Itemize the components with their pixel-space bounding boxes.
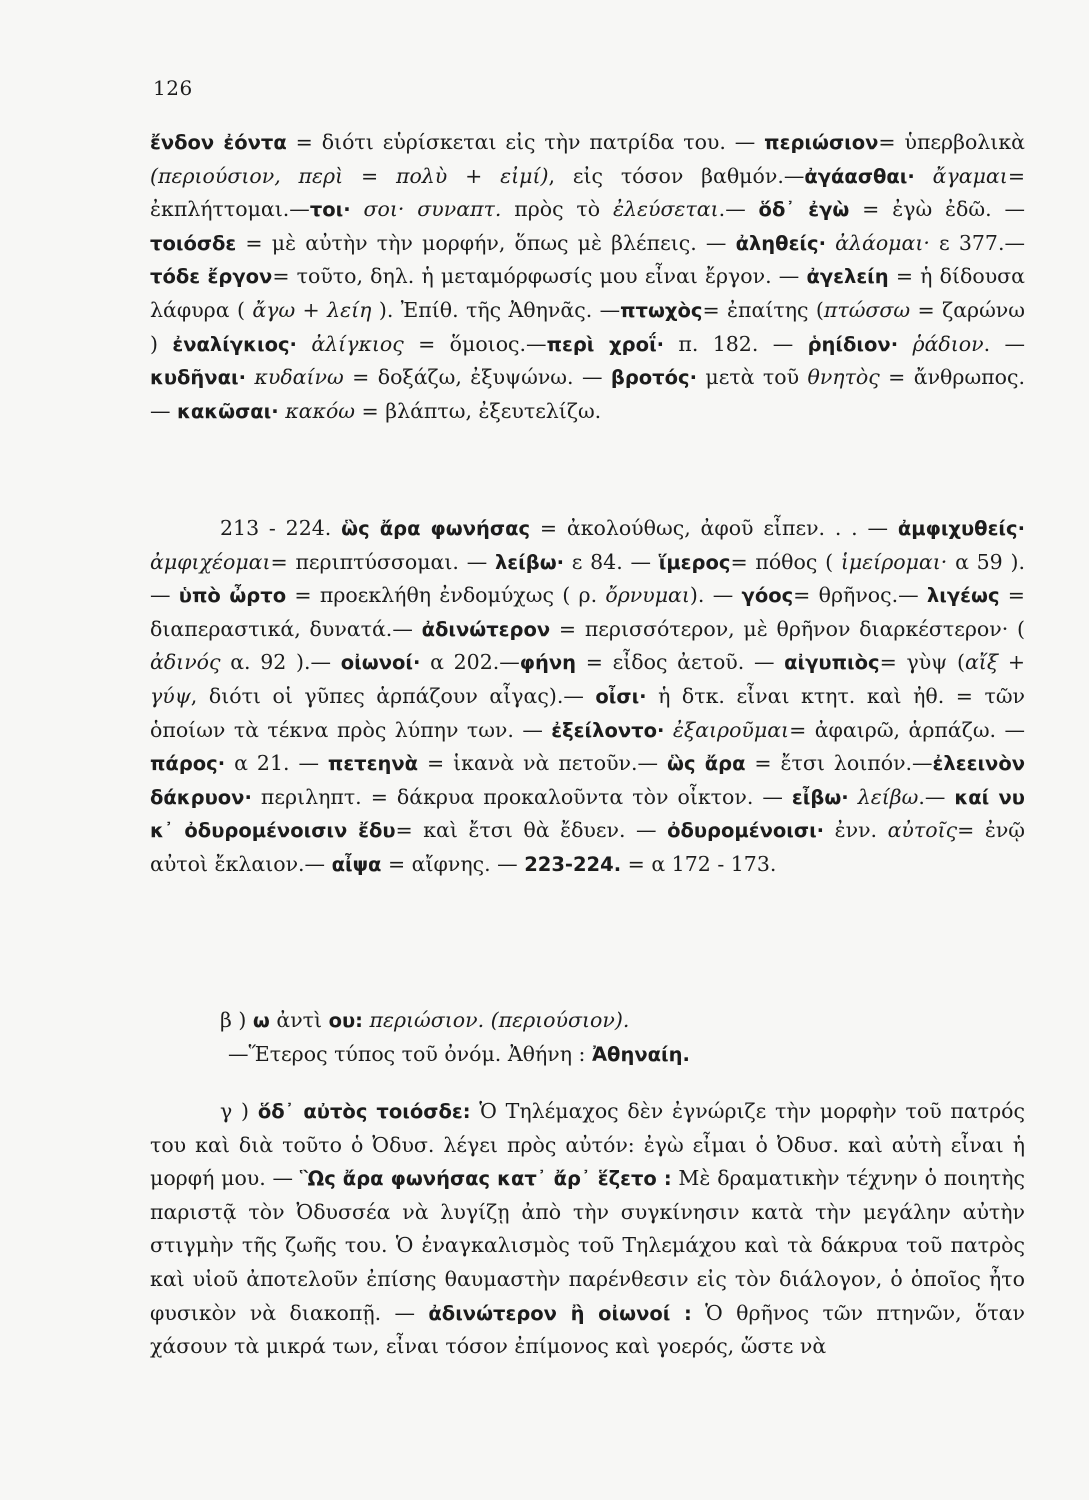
italic-term: κακόω bbox=[285, 398, 356, 423]
lemma-bold: λείβω· bbox=[494, 550, 565, 574]
lemma-bold: εἶβω· bbox=[791, 785, 849, 809]
lemma-bold: τοι· bbox=[309, 198, 351, 222]
italic-term: ἀδινός bbox=[150, 650, 221, 675]
italic-term: αἴξ + γύψ bbox=[150, 650, 1025, 708]
gloss-text: = βλάπτω, ἐξευτελίζω. bbox=[355, 398, 602, 423]
gloss-text: = ἔτσι λοιπόν.— bbox=[745, 751, 933, 776]
lemma-bold: κακῶσαι· bbox=[177, 399, 279, 423]
gloss-text: = ζαρώνω ) bbox=[150, 297, 1025, 356]
italic-term: ἱμείρομαι· bbox=[840, 549, 948, 574]
commentary-paragraph-2 bbox=[150, 512, 1025, 882]
gloss-text: α 202.— bbox=[420, 650, 520, 675]
lemma-bold: ὅδ᾽ ἐγὼ bbox=[758, 198, 850, 222]
lemma-bold: καί νυ κ᾽ ὀδυρομένοισιν ἔδυ bbox=[150, 785, 1025, 843]
lemma-bold: ἔνδον ἐόντα bbox=[150, 131, 287, 154]
lemma-bold: ἐξείλοντο· bbox=[551, 718, 665, 742]
gloss-text: = ἐπαίτης ( bbox=[702, 297, 824, 322]
lemma-bold: γόος bbox=[741, 584, 794, 608]
gloss-text: Ὁ θρῆνος τῶν πτηνῶν, ὅταν χάσουν τὰ μικρά των, εἶναι τόσον ἐπίμονος καὶ γοερός, ὥστε νὰ bbox=[150, 1300, 1025, 1359]
gloss-text: ἡ δτκ. εἶναι κτητ. καὶ ἠθ. = τῶν ὁποίων τὰ τέκνα πρὸς λύπην των. — bbox=[150, 683, 1026, 742]
italic-term: (περιούσιον, περὶ = πολὺ + εἰμί) bbox=[150, 163, 549, 188]
gloss-text: ε 84. — bbox=[564, 549, 659, 574]
gloss-text: .— bbox=[918, 784, 955, 809]
gloss-text: = ἐκπλήττομαι.— bbox=[150, 163, 1025, 222]
lemma-bold: Ὣς ἄρα φωνήσας κατ᾽ ἄρ᾽ ἕζετο : bbox=[299, 1167, 672, 1191]
lemma-bold: ὑπὸ ὦρτο bbox=[178, 584, 287, 608]
italic-term: αὐτοῖς bbox=[887, 818, 958, 843]
italic-term: ἐλεύσεται bbox=[612, 197, 719, 222]
gloss-text: = εἶδος ἀετοῦ. — bbox=[576, 650, 785, 675]
gloss-text: 213 - 224. bbox=[220, 516, 342, 540]
gloss-text: = τοῦτο, δηλ. ἡ μεταμόρφωσίς μου εἶναι ἔργον. — bbox=[272, 264, 807, 289]
gloss-text: = καὶ ἔτσι θὰ ἔδυεν. — bbox=[395, 818, 668, 843]
gloss-text: .— bbox=[718, 197, 759, 222]
gloss-text: = θρῆνος.— bbox=[793, 583, 927, 608]
gloss-text bbox=[849, 785, 858, 809]
lemma-bold: φήνη bbox=[519, 651, 577, 675]
italic-term: θνητὸς bbox=[807, 365, 880, 390]
lemma-bold: πάρος· bbox=[150, 752, 226, 776]
gloss-text: = περισσότερον, μὲ θρῆνον διαρκέστερον· ( bbox=[550, 616, 1025, 641]
gloss-text: β ) bbox=[220, 1008, 253, 1032]
note-b-line-2 bbox=[228, 1038, 1028, 1072]
gloss-text: π. 182. — bbox=[663, 331, 808, 356]
lemma-bold: οἰωνοί· bbox=[340, 651, 421, 675]
lemma-bold: ἀγελείη bbox=[806, 265, 889, 289]
lemma-bold: ἀμφιχυθείς· bbox=[897, 517, 1025, 540]
gloss-text: ). Ἐπίθ. τῆς Ἀθηνᾶς. — bbox=[371, 297, 621, 322]
lemma-bold: ὅδ᾽ αὐτὸς τοιόσδε: bbox=[257, 1100, 471, 1123]
lemma-bold: περιώσιον bbox=[764, 131, 879, 154]
gloss-text: = διότι εὑρίσκεται εἰς τὴν πατρίδα του. — bbox=[286, 130, 765, 154]
gloss-text: = ὅμοιος.— bbox=[403, 331, 547, 356]
lemma-bold: πτωχὸς bbox=[620, 298, 703, 322]
lemma-bold: αἶψα bbox=[331, 852, 382, 876]
lemma-bold: ἀγάασθαι· bbox=[804, 164, 915, 188]
gloss-text: ). — bbox=[689, 583, 742, 608]
italic-term: συναπτ. bbox=[417, 197, 502, 222]
italic-term: σοι· bbox=[363, 197, 405, 222]
gloss-text: = ἐνῷ αὐτοὶ ἔκλαιον.— bbox=[150, 818, 1026, 876]
lemma-bold: ἐλεεινὸν δάκρυον· bbox=[150, 752, 1026, 809]
page-number: 126 bbox=[153, 76, 193, 100]
gloss-text: ἀντὶ bbox=[269, 1008, 329, 1032]
gloss-text: α 21. — bbox=[225, 751, 328, 776]
gloss-text bbox=[297, 332, 311, 356]
lemma-bold: ὣς ἄρα bbox=[667, 752, 746, 776]
italic-term: ἄγαμαι bbox=[932, 163, 1008, 188]
gloss-text: Ὁ Τηλέμαχος δὲν ἐγνώριζε τὴν μορφὴν τοῦ πατρός του καὶ διὰ τοῦτο ὁ Ὀδυσ. λέγει πρὸς αὐτόν: ἐγὼ εἶμαι ὁ Ὀδυσ. καὶ αὐτὴ εἶναι ἡ μορφή μου. — bbox=[150, 1099, 1025, 1191]
italic-term: ἀμφιχέομαι bbox=[150, 549, 271, 574]
gloss-text: = πόθος ( bbox=[730, 549, 841, 574]
gloss-text: πρὸς τὸ bbox=[501, 197, 613, 222]
gloss-text: = ἄνθρωπος. — bbox=[150, 365, 1025, 423]
gloss-text: = περιπτύσσομαι. — bbox=[270, 549, 495, 574]
gloss-text: = δοξάζω, ἐξυψώνω. — bbox=[343, 365, 611, 390]
gloss-text: α. 92 ).— bbox=[220, 650, 341, 675]
gloss-text: = ὑπερβολικὰ bbox=[878, 130, 1025, 154]
gloss-text: —Ἕτερος τύπος τοῦ ὀνόμ. Ἀθήνη : bbox=[228, 1042, 592, 1066]
italic-term: ῥάδιον bbox=[912, 331, 984, 356]
gloss-text: περιληπτ. = δάκρυα προκαλοῦντα τὸν οἶκτον. — bbox=[251, 784, 792, 809]
lemma-bold: πετεηνὰ bbox=[327, 752, 419, 776]
lemma-bold: ῥηίδιον· bbox=[807, 332, 899, 356]
italic-term: ἀλίγκιος bbox=[311, 331, 404, 356]
lemma-bold: οἶσι· bbox=[595, 684, 647, 708]
note-b-line-1 bbox=[150, 1004, 1025, 1038]
gloss-text: ε 377.— bbox=[929, 230, 1025, 255]
gloss-text bbox=[898, 332, 912, 356]
italic-term: ὄρνυμαι bbox=[605, 583, 690, 608]
italic-term: κυδαίνω bbox=[254, 365, 344, 390]
gloss-text: = ἱκανὰ νὰ πετοῦν.— bbox=[418, 751, 667, 776]
lemma-bold: ἀδινώτερον bbox=[421, 617, 551, 641]
lemma-bold: Ἀθηναίη. bbox=[591, 1043, 690, 1066]
gloss-text bbox=[664, 718, 672, 742]
lemma-bold: αἰγυπιὸς bbox=[784, 651, 880, 675]
lemma-bold: ἀληθείς· bbox=[735, 231, 826, 255]
gloss-text: = ἀφαιρῶ, ἁρπάζω. — bbox=[789, 717, 1025, 742]
lemma-bold: ου: bbox=[328, 1009, 363, 1032]
gloss-text: = μὲ αὐτὴν τὴν μορφήν, ὅπως μὲ βλέπεις. — bbox=[236, 230, 736, 255]
italic-term: λείβω bbox=[857, 784, 919, 809]
gloss-text: = προεκλήθη ἐνδομύχως ( ρ. bbox=[286, 583, 606, 608]
gloss-text: = ἀκολούθως, ἀφοῦ εἶπεν. . . — bbox=[530, 516, 898, 540]
gloss-text: = ἡ δίδουσα λάφυρα ( bbox=[150, 264, 1026, 322]
gloss-text: . — bbox=[983, 331, 1025, 356]
gloss-text: Μὲ δραματικὴν τέχνην ὁ ποιητὴς παριστᾷ τὸν Ὀδυσσέα νὰ λυγίζῃ ἀπὸ τὴν συγκίνησιν κατὰ τὴν μεγάλην αὐτὴν στιγμὴν τῆς ζωῆς του. Ὁ ἐναγκαλισμὸς τοῦ Τηλεμάχου καὶ τὰ δάκρυα τοῦ πατρὸς καὶ υἱοῦ ἀποτελοῦν ἐπίσης θαυμαστὴν παρένθεσιν εἰς τὸν διάλογον, ὁ ὁποῖος ἦτο φυσικὸν νὰ διακοπῇ. — bbox=[150, 1166, 1025, 1325]
italic-term: ἄγω + λείη bbox=[252, 297, 372, 322]
gloss-text: = γὺψ ( bbox=[879, 650, 965, 675]
lemma-bold: τοιόσδε bbox=[150, 231, 237, 255]
italic-term: πτώσσω bbox=[823, 297, 911, 322]
lemma-bold: 223-224. bbox=[524, 852, 622, 876]
lemma-bold: τόδε ἔργον bbox=[150, 265, 273, 289]
commentary-paragraph-1 bbox=[150, 126, 1025, 428]
lemma-bold: περὶ χροΐ· bbox=[546, 332, 664, 356]
lemma-bold: ὣς ἄρα φωνήσας bbox=[341, 517, 531, 540]
italic-term: ἐξαιροῦμαι bbox=[672, 717, 790, 742]
italic-term: ἀλάομαι· bbox=[835, 230, 930, 255]
gloss-text: γ ) bbox=[220, 1099, 258, 1123]
lemma-bold: ἀδινώτερον ἢ οἰωνοί : bbox=[428, 1301, 692, 1325]
lemma-bold: ω bbox=[252, 1009, 270, 1032]
gloss-text: = αἴφνης. — bbox=[381, 851, 525, 876]
lemma-bold: λιγέως bbox=[926, 584, 1000, 608]
gloss-text: , διότι οἱ γῦπες ἁρπάζουν αἶγας).— bbox=[190, 683, 596, 708]
gloss-text: = διαπεραστικά, δυνατά.— bbox=[150, 583, 1025, 641]
gloss-text: = ἐγὼ ἐδῶ. — bbox=[849, 197, 1025, 222]
lemma-bold: κυδῆναι· bbox=[150, 366, 246, 390]
gloss-text bbox=[351, 197, 364, 221]
lemma-bold: ἵμερος bbox=[658, 550, 731, 574]
lemma-bold: ἐναλίγκιος· bbox=[172, 332, 297, 356]
gloss-text: , εἰς τόσον βαθμόν.— bbox=[548, 163, 805, 188]
lemma-bold: βροτός· bbox=[610, 366, 697, 390]
lemma-bold: ὀδυρομένοισι· bbox=[667, 819, 825, 843]
gloss-text: α 59 ). — bbox=[150, 549, 1025, 608]
note-c-paragraph bbox=[150, 1095, 1025, 1364]
gloss-text bbox=[404, 197, 417, 221]
gloss-text: = α 172 - 173. bbox=[621, 851, 777, 876]
gloss-text: ἐνν. bbox=[824, 818, 888, 843]
gloss-text: μετὰ τοῦ bbox=[696, 365, 808, 390]
gloss-text bbox=[826, 231, 835, 255]
gloss-text bbox=[915, 164, 933, 188]
italic-term: περιώσιον. (περιούσιον). bbox=[369, 1008, 630, 1032]
